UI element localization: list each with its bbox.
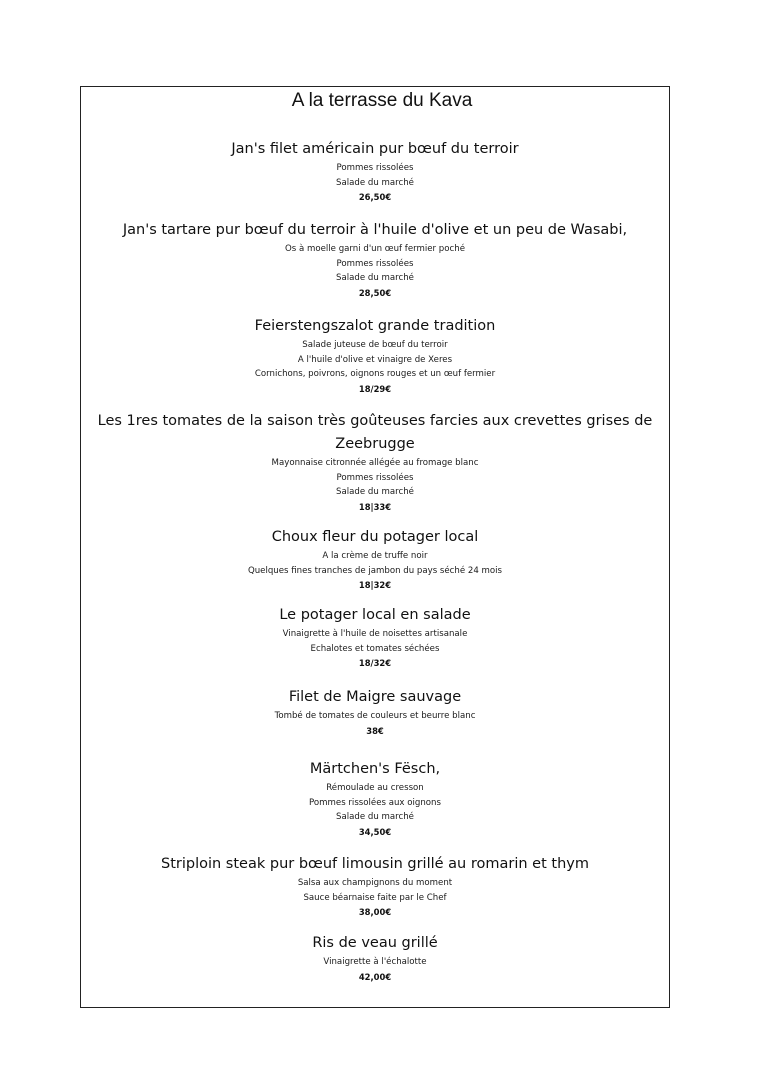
menu-dish-filet-maigre: [80, 686, 670, 738]
menu-dish-feierstengszalot: [80, 315, 670, 396]
menu-dish-choux-fleur: [80, 526, 670, 593]
menu-dish-striploin-steak: [80, 853, 670, 920]
dish-detail: Salade du marché: [336, 812, 414, 822]
menu-dish-martchens-fesch: [80, 758, 670, 839]
dish-price: 34,50€: [358, 826, 392, 837]
dish-detail: Pommes rissolées: [336, 258, 414, 269]
dish-name: Jan's filet américain pur bœuf du terroir: [231, 141, 519, 157]
dish-price: 42,00€: [358, 971, 392, 982]
dish-detail: Salade du marché: [336, 273, 414, 283]
menu-title: A la terrasse du Kava: [291, 90, 473, 111]
dish-detail: Cornichons, poivrons, oignons rouges et un œuf fermier: [254, 369, 496, 379]
dish-detail: Salade du marché: [336, 177, 414, 188]
dish-price: 38€: [366, 725, 384, 736]
dish-price: 38,00€: [358, 907, 392, 917]
dish-detail: A la crème de truffe noir: [322, 551, 428, 561]
dish-price: 26,50€: [358, 192, 392, 202]
menu-dish-ris-de-veau: [80, 932, 670, 984]
menu-dish-tomates-crevettes: [80, 410, 670, 514]
menu-dish-tartare: [80, 219, 670, 300]
dish-name: Les 1res tomates de la saison très goûteuses farcies aux crevettes grises de Zeebrugge: [97, 413, 653, 452]
dish-detail: Salsa aux champignons du moment: [297, 878, 453, 888]
dish-name: Filet de Maigre sauvage: [288, 689, 462, 705]
menu-dish-potager-salade: [80, 604, 670, 671]
dish-detail: Vinaigrette à l'échalotte: [323, 957, 427, 967]
dish-detail: Pommes rissolées: [336, 472, 414, 483]
dish-name: Märtchen's Fësch,: [309, 761, 441, 777]
dish-detail: Salade juteuse de bœuf du terroir: [302, 340, 448, 350]
dish-name: Le potager local en salade: [279, 607, 471, 623]
dish-detail: Vinaigrette à l'huile de noisettes artisanale: [282, 629, 468, 639]
dish-name: Striploin steak pur bœuf limousin grillé au romarin et thym: [161, 856, 589, 872]
dish-price: 18|33€: [358, 501, 392, 512]
dish-detail: A l'huile d'olive et vinaigre de Xeres: [297, 354, 453, 365]
dish-detail: Rémoulade au cresson: [326, 783, 424, 793]
dish-detail: Salade du marché: [336, 487, 414, 497]
dish-price: 18/32€: [358, 658, 392, 668]
dish-detail: Pommes rissolées: [336, 163, 414, 173]
dish-name: Ris de veau grillé: [312, 935, 438, 951]
dish-detail: Echalotes et tomates séchées: [310, 643, 440, 654]
dish-name: Choux fleur du potager local: [271, 529, 479, 545]
dish-detail: Os à moelle garni d'un œuf fermier poché: [285, 244, 465, 254]
dish-detail: Tombé de tomates de couleurs et beurre blanc: [274, 711, 476, 721]
dish-name: Feierstengszalot grande tradition: [254, 318, 496, 334]
dish-detail: Sauce béarnaise faite par le Chef: [303, 892, 447, 903]
dish-price: 18|32€: [358, 580, 392, 590]
dish-detail: Quelques fines tranches de jambon du pays séché 24 mois: [247, 565, 503, 576]
menu-dish-filet-americain: [80, 138, 670, 205]
dish-detail: Pommes rissolées aux oignons: [309, 797, 441, 808]
dish-price: 18/29€: [358, 383, 392, 394]
dish-name: Jan's tartare pur bœuf du terroir à l'huile d'olive et un peu de Wasabi,: [122, 222, 628, 238]
dish-price: 28,50€: [358, 287, 392, 298]
dish-detail: Mayonnaise citronnée allégée au fromage blanc: [271, 458, 479, 468]
